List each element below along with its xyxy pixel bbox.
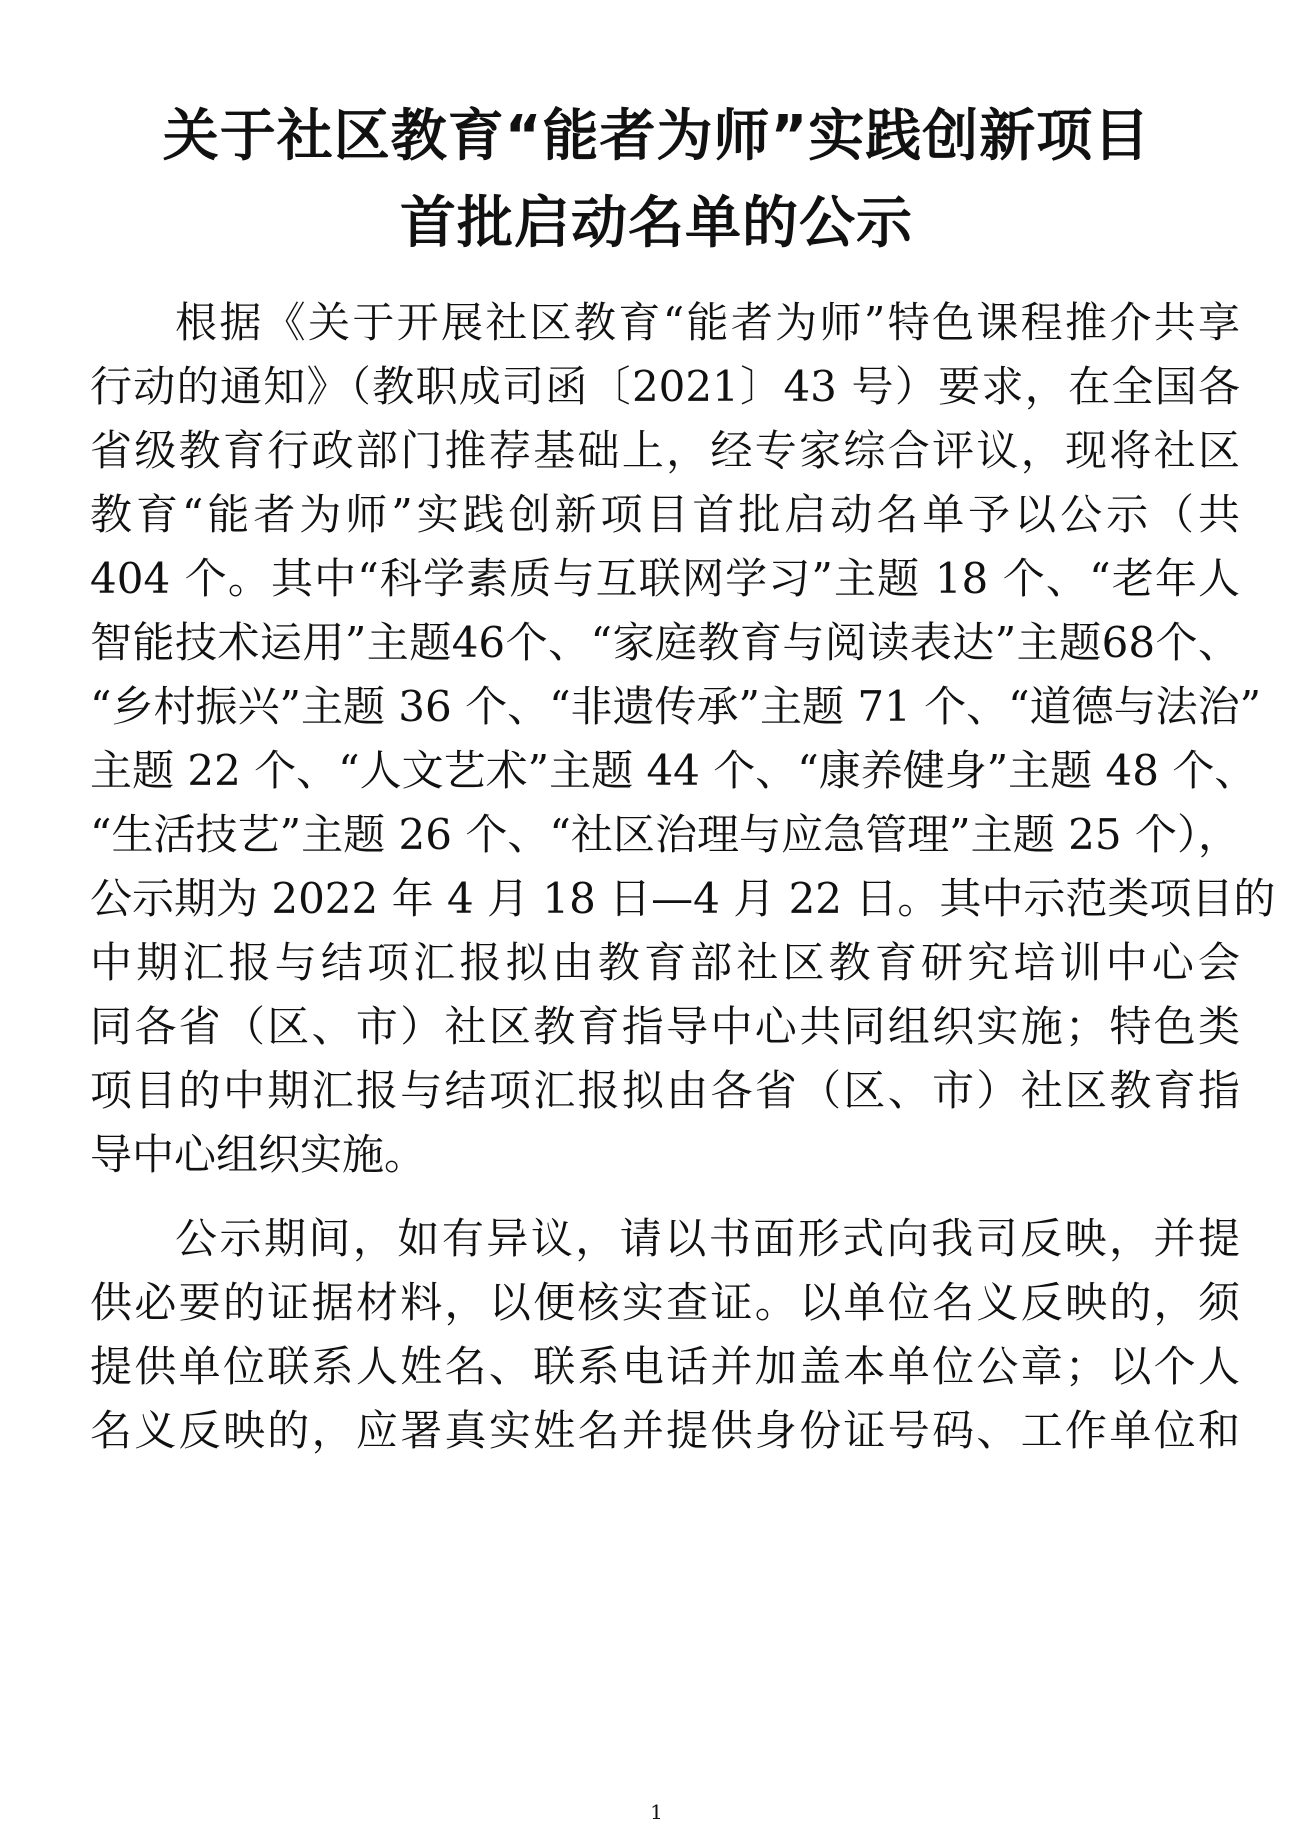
- paragraph-line: 供必要的证据材料，以便核实查证。以单位名义反映的，须: [90, 1278, 1240, 1327]
- paragraph-line: 项目的中期汇报与结项汇报拟由各省（区、市）社区教育指: [90, 1066, 1240, 1115]
- paragraph-line: 导中心组织实施。: [90, 1130, 427, 1179]
- page-number: 1: [650, 1800, 663, 1824]
- document-title-line-2: 首批启动名单的公示: [400, 191, 913, 256]
- paragraph-line: 提供单位联系人姓名、联系电话并加盖本单位公章；以个人: [90, 1342, 1240, 1391]
- paragraph-line: “生活技艺”主题 26 个、“社区治理与应急管理”主题 25 个），: [90, 810, 1240, 859]
- paragraph-line: 教育“能者为师”实践创新项目首批启动名单予以公示（共: [90, 490, 1240, 539]
- paragraph-line: 主题 22 个、“人文艺术”主题 44 个、“康养健身”主题 48 个、: [90, 746, 1257, 795]
- paragraph-line: 根据《关于开展社区教育“能者为师”特色课程推介共享: [175, 298, 1240, 347]
- paragraph-line: 公示期间，如有异议，请以书面形式向我司反映，并提: [175, 1214, 1240, 1263]
- paragraph-line: 名义反映的，应署真实姓名并提供身份证号码、工作单位和: [90, 1406, 1240, 1455]
- document-title-line-1: 关于社区教育“能者为师”实践创新项目: [162, 104, 1151, 169]
- paragraph-line: 公示期为 2022 年 4 月 18 日—4 月 22 日。其中示范类项目的: [90, 874, 1276, 923]
- paragraph-line: 中期汇报与结项汇报拟由教育部社区教育研究培训中心会: [90, 938, 1240, 987]
- paragraph-line: 行动的通知》（教职成司函〔2021〕43 号）要求，在全国各: [90, 362, 1240, 411]
- paragraph-line: 智能技术运用”主题46个、“家庭教育与阅读表达”主题68个、: [90, 618, 1240, 667]
- paragraph-line: 404 个。其中“科学素质与互联网学习”主题 18 个、“老年人: [90, 554, 1240, 603]
- paragraph-line: 同各省（区、市）社区教育指导中心共同组织实施；特色类: [90, 1002, 1240, 1051]
- paragraph-line: “乡村振兴”主题 36 个、“非遗传承”主题 71 个、“道德与法治”: [90, 682, 1262, 731]
- paragraph-line: 省级教育行政部门推荐基础上，经专家综合评议，现将社区: [90, 426, 1240, 475]
